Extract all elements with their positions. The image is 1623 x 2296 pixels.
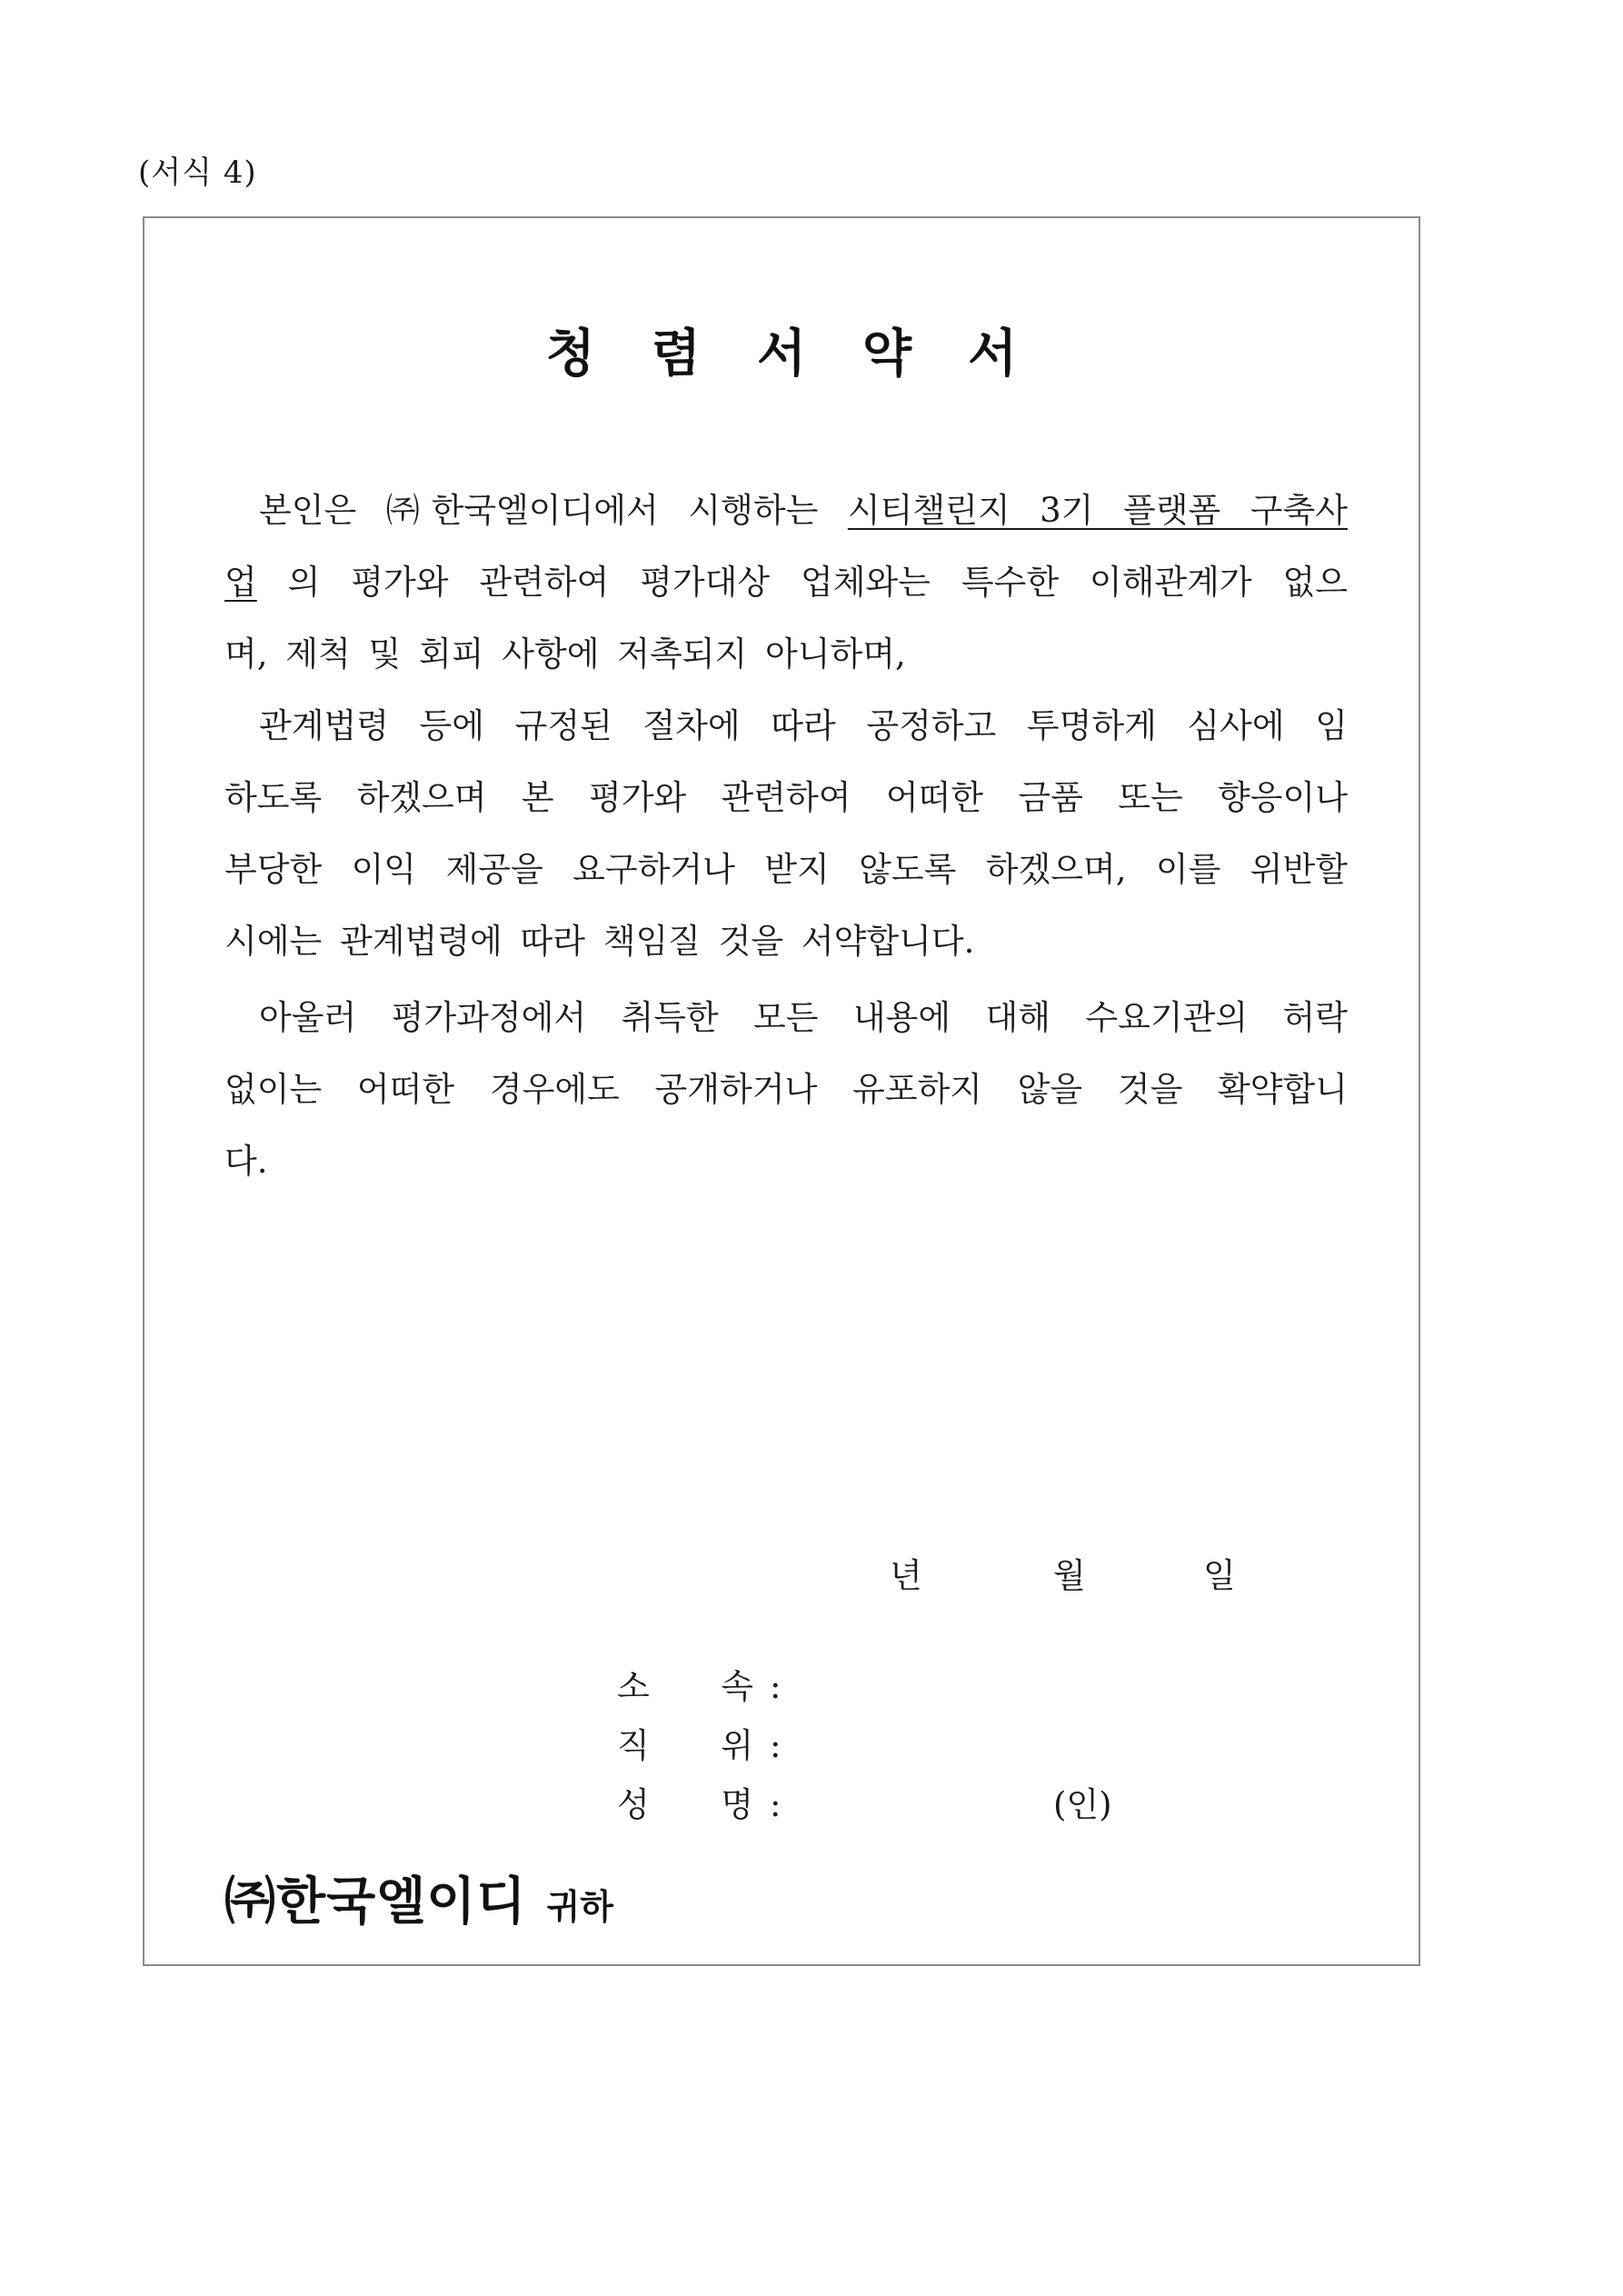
project-name-underlined: 시티챌린지 3기 플랫폼 구축사 <box>847 491 1348 530</box>
project-name-underlined-end: 업 <box>224 563 257 602</box>
paragraph3-line1: 아울러 평가과정에서 취득한 모든 내용에 대해 수요기관의 허락 <box>259 998 1348 1037</box>
date-month-label: 월 <box>1053 1556 1086 1595</box>
name-label: 성 명 <box>617 1785 753 1824</box>
recipient-company: ㈜한국엘이디 <box>224 1872 527 1932</box>
recipient <box>224 1862 613 1934</box>
paragraph-confidentiality <box>224 982 1348 1197</box>
paragraph3-line3: 다. <box>224 1142 268 1181</box>
paragraph2-line4: 시에는 관계법령에 따라 책임질 것을 서약합니다. <box>224 922 975 961</box>
paragraph1-line1: 본인은 ㈜한국엘이디에서 시행하는 시티챌린지 3기 플랫폼 구축사 <box>259 491 1348 530</box>
pledge-document-frame <box>143 216 1420 1966</box>
signature-affiliation-row <box>617 1659 781 1713</box>
paragraph2-line2: 하도록 하겠으며 본 평가와 관련하여 어떠한 금품 또는 향응이나 <box>224 778 1348 817</box>
affiliation-label: 소 속 <box>617 1667 753 1706</box>
paragraph1-line3: 며, 제척 및 회피 사항에 저촉되지 아니하며, <box>224 634 906 674</box>
document-title: 청렴서약서 <box>545 324 1074 384</box>
paragraph3-line2: 없이는 어떠한 경우에도 공개하거나 유포하지 않을 것을 확약합니 <box>224 1070 1348 1109</box>
paragraph2-line1: 관계법령 등에 규정된 절차에 따라 공정하고 투명하게 심사에 임 <box>259 706 1348 745</box>
position-colon: : <box>770 1726 782 1765</box>
form-number: (서식 4) <box>138 155 257 191</box>
name-colon: : <box>770 1785 782 1824</box>
recipient-suffix: 귀하 <box>546 1887 613 1927</box>
date-year-label: 년 <box>890 1556 922 1595</box>
paragraph1-line2: 업 의 평가와 관련하여 평가대상 업체와는 특수한 이해관계가 없으 <box>224 563 1348 602</box>
affiliation-colon: : <box>770 1667 782 1706</box>
signature-name-row <box>617 1777 781 1832</box>
date-day-label: 일 <box>1203 1556 1236 1595</box>
signature-position-row <box>617 1718 781 1772</box>
seal-mark: (인) <box>1053 1785 1112 1824</box>
paragraph2-line3: 부당한 이익 제공을 요구하거나 받지 않도록 하겠으며, 이를 위반할 <box>224 850 1348 889</box>
paragraph-conflict-of-interest <box>224 474 1348 977</box>
position-label: 직 위 <box>617 1726 753 1765</box>
